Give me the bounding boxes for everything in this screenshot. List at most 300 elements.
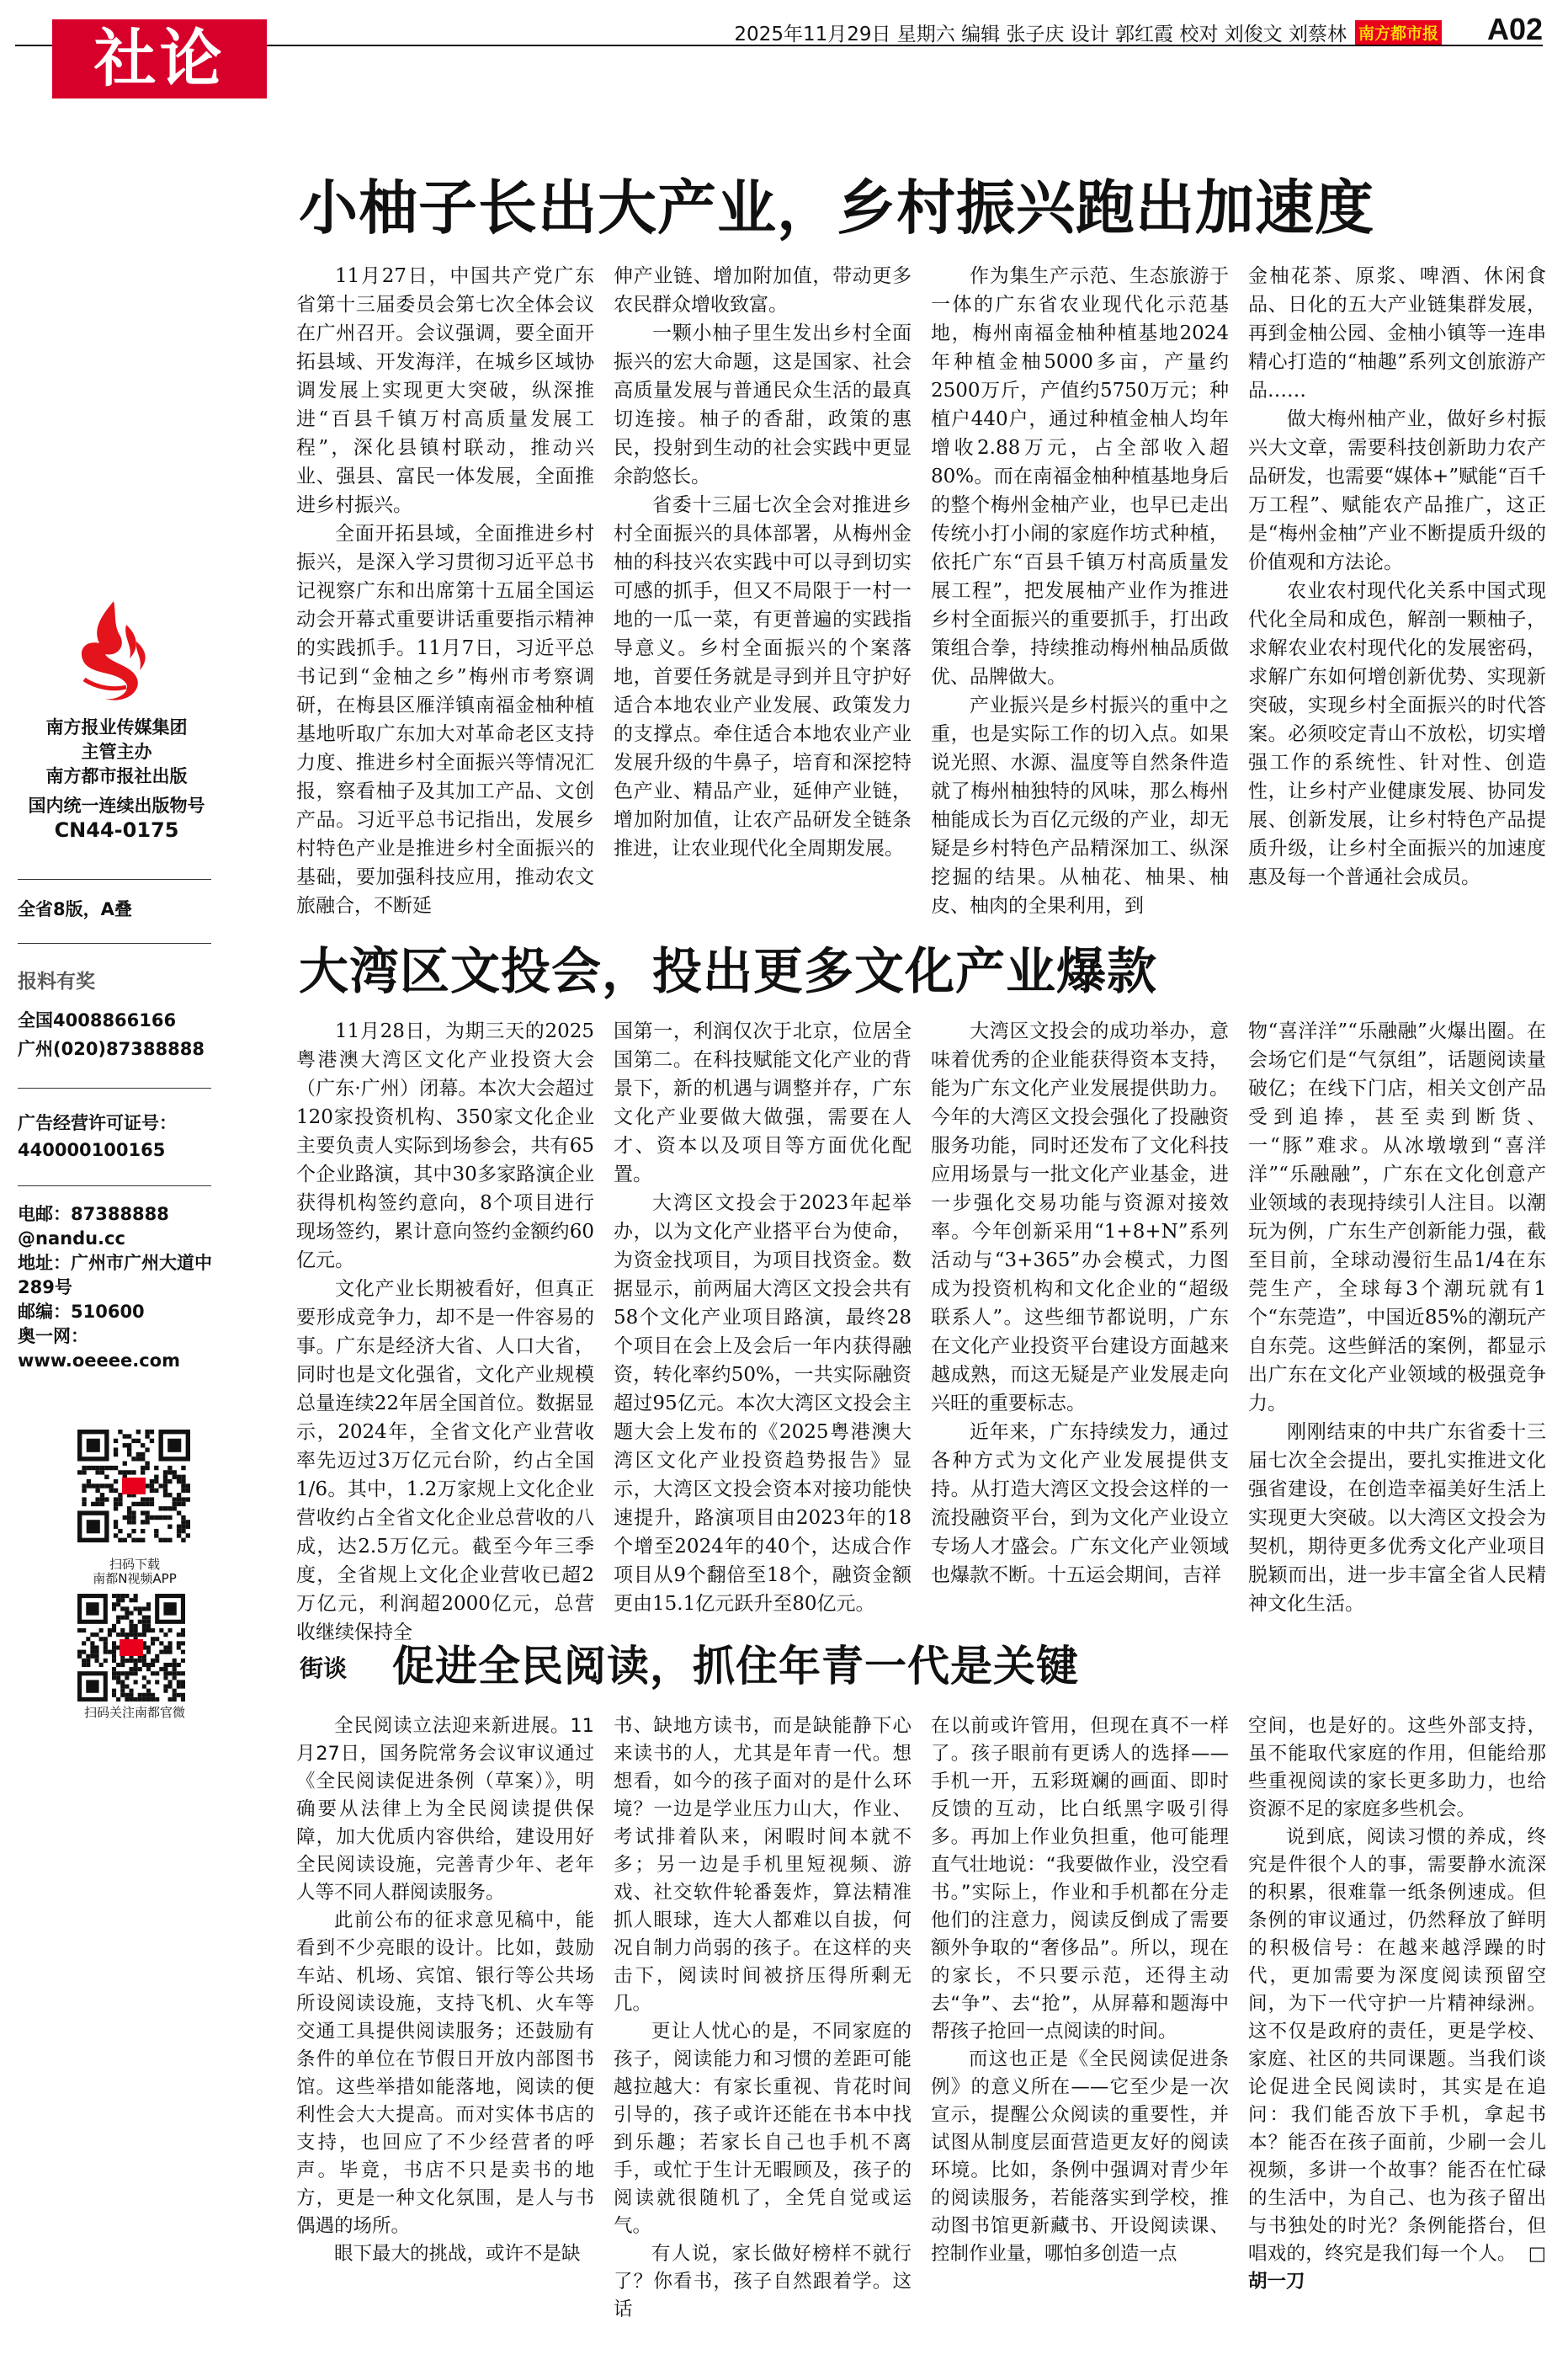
- qr-module: [167, 1506, 172, 1510]
- qr-module: [141, 1497, 145, 1501]
- qr-module: [104, 1641, 108, 1645]
- qr-module: [163, 1538, 167, 1542]
- qr-module: [134, 1624, 138, 1628]
- qr-module: [146, 1697, 151, 1702]
- paragraph: [931, 1712, 1229, 2046]
- qr-module: [181, 1497, 185, 1501]
- qr-module: [120, 1594, 125, 1598]
- qr-module: [177, 1529, 181, 1533]
- text-column: [1248, 262, 1546, 892]
- qr-module: [95, 1502, 99, 1506]
- qr-module: [168, 1645, 173, 1649]
- qr-module: [158, 1506, 162, 1510]
- qr-code-app-icon[interactable]: [77, 1430, 190, 1542]
- qr-module: [116, 1594, 120, 1598]
- qr-module: [145, 1510, 149, 1515]
- qr-module: [125, 1632, 129, 1637]
- qr-module: [114, 1447, 118, 1451]
- qr-module: [129, 1671, 133, 1675]
- sidebar-divider: [18, 879, 211, 880]
- qr-module: [138, 1632, 142, 1637]
- paragraph-text: 作为集生产示范、生态旅游于一体的广东省农业现代化示范基地，梅州南福金柚种植基地2024年种植金柚5000多亩，产量约2500万斤，产值约5750万元；种植户440户，通过种植金柚人均年增收2.88万元，占全部收入超80%。而在南福金柚种植基地身后的整个梅州金柚产业，也早已走出传统小打小闹的家庭作坊式种植，依托广东“百县千镇万村高质量发展工程”，把发展柚产业作为推进乡村全面振兴的重要抓手，打出政策组合拳，持续推动梅州柚品质做优、品牌做大。: [931, 265, 1229, 688]
- qr-module: [145, 1466, 149, 1470]
- qr-module: [177, 1685, 181, 1689]
- paragraph: [931, 262, 1229, 691]
- paragraph: [931, 2046, 1229, 2268]
- publisher-line: 南方报业传媒集团: [45, 717, 188, 738]
- qr-module: [120, 1663, 125, 1667]
- qr-module: [114, 1525, 118, 1529]
- tipoff-phone: 全国4008866166: [18, 1010, 177, 1031]
- qr-module: [90, 1641, 94, 1645]
- qr-module: [108, 1628, 112, 1632]
- qr-module: [163, 1506, 167, 1510]
- paragraph: [1248, 405, 1546, 577]
- sidebar-divider: [18, 943, 211, 944]
- qr-module: [125, 1693, 129, 1697]
- qr-module: [77, 1650, 82, 1654]
- qr-module: [131, 1529, 136, 1533]
- qr-module: [145, 1502, 149, 1506]
- qr-module: [173, 1659, 177, 1663]
- qr-module: [129, 1624, 133, 1628]
- paragraph-text: 文化产业长期被看好，但真正要形成竞争力，却不是一件容易的事。广东是经济大省、人口大省，同时也是文化强省，文化产业规模总量连续22年居全国首位。数据显示，2024年，全省文化产业营收率先迈过3万亿元台阶，约占全国1/6。其中，1.2万家规上文化企业营收约占全省文化企业总营收的八成，达2.5万亿元。截至今年三季度，全省规上文化企业营收已超2万亿元，利润超2000亿元，总营收继续保持全: [296, 1278, 594, 1643]
- qr-module: [104, 1475, 109, 1479]
- qr-module: [150, 1489, 154, 1493]
- paragraph-text: 省委十三届七次全会对推进乡村全面振兴的具体部署，从梅州金柚的科技兴农实践中可以寻到切实可感的抓手，但又不局限于一村一地的一瓜一菜，有更普遍的实践指导意义。乡村全面振兴的个案落地，首要任务就是寻到并且守护好适合本地农业产业发展、政策发力的支撑点。牵住适合本地农业产业发展升级的牛鼻子，培育和深挖特色产业、精品产业，延伸产业链，增加附加值，让农产品研发全链条推进，让农业现代化全周期发展。: [614, 494, 912, 860]
- qr-module: [155, 1659, 159, 1663]
- qr-module: [141, 1510, 145, 1515]
- qr-module: [82, 1659, 86, 1663]
- qr-module: [120, 1689, 125, 1693]
- qr-module: [177, 1493, 181, 1497]
- qr-module: [77, 1470, 82, 1474]
- qr-module: [129, 1697, 133, 1702]
- qr-module: [177, 1663, 181, 1667]
- qr-module: [138, 1620, 142, 1624]
- article-1-headline: 小柚子长出大产业，乡村振兴跑出加速度: [299, 173, 1374, 242]
- qr-module: [127, 1520, 131, 1524]
- qr-module: [181, 1525, 185, 1529]
- qr-module: [186, 1520, 190, 1524]
- qr-module: [86, 1659, 90, 1663]
- qr-module: [146, 1663, 151, 1667]
- tipoff-title: 报料有奖: [18, 971, 95, 993]
- qr-module: [154, 1533, 158, 1537]
- qr-module: [118, 1430, 122, 1434]
- qr-module: [138, 1611, 142, 1615]
- qr-module: [125, 1606, 129, 1611]
- qr-module: [150, 1515, 154, 1520]
- qr-module: [177, 1510, 181, 1515]
- qr-module: [118, 1470, 122, 1474]
- qr-module: [167, 1538, 172, 1542]
- paragraph-text: 国第一，利润仅次于北京，位居全国第二。在科技赋能文化产业的背景下，新的机遇与调整并存，广东文化产业要做大做强，需要在人才、资本以及项目等方面优化配置。: [614, 1020, 912, 1185]
- paragraph-text: 更让人忧心的是，不同家庭的孩子，阅读能力和习惯的差距可能越拉越大：有家长重视、肯花时间引导的，孩子或许还能在书本中找到乐趣；若家长自己也手机不离手，或忙于生计无暇顾及，孩子的阅读就很随机了，全凭自觉或运气。: [614, 2021, 912, 2237]
- qr-module: [181, 1697, 185, 1702]
- qr-module: [181, 1489, 185, 1493]
- paragraph: [614, 2018, 912, 2240]
- qr-module: [127, 1447, 131, 1451]
- qr-module: [154, 1489, 158, 1493]
- qr2-caption: 扫码关注南都官微: [83, 1705, 185, 1720]
- qr-module: [142, 1675, 146, 1680]
- paragraph-text: 此前公布的征求意见稿中，能看到不少亮眼的设计。比如，鼓励车站、机场、宾馆、银行等公共场所设阅读设施，支持飞机、火车等交通工具提供阅读服务；还鼓励有条件的单位在节假日开放内部图书馆。这些举措如能落地，阅读的便利性会大大提高。而对实体书店的支持，也回应了不少经营者的呼声。毕竟，书店不只是卖书的地方，更是一种文化氛围，是人与书偶遇的场所。: [296, 1909, 594, 2237]
- qr-module: [114, 1497, 118, 1501]
- qr-module: [155, 1637, 159, 1641]
- qr-module: [127, 1506, 131, 1510]
- qr-module: [141, 1538, 145, 1542]
- qr-module: [186, 1483, 190, 1488]
- qr-module: [181, 1650, 185, 1654]
- publisher-line: 主管主办: [81, 742, 152, 762]
- qr-module: [138, 1606, 142, 1611]
- qr-module: [134, 1671, 138, 1675]
- qr-module: [127, 1434, 131, 1438]
- qr-module: [131, 1439, 136, 1443]
- qr-module: [90, 1645, 94, 1649]
- publisher-line: CN44-0175: [54, 818, 179, 842]
- qr-module: [99, 1637, 104, 1641]
- author-byline: □胡一刀: [1248, 2243, 1546, 2293]
- paragraph-text: 空间，也是好的。这些外部支持，虽不能取代家庭的作用，但能给那些重视阅读的家长更多助力，也给资源不足的家庭多些机会。: [1248, 1715, 1546, 1820]
- qr-module: [177, 1671, 181, 1675]
- qr-module: [177, 1693, 181, 1697]
- qr-module: [136, 1538, 141, 1542]
- paragraph: [296, 519, 594, 920]
- qr-module: [181, 1515, 185, 1520]
- qr-module: [177, 1502, 181, 1506]
- qr-module: [112, 1667, 116, 1671]
- qr-module: [168, 1641, 173, 1645]
- qr-module: [173, 1689, 177, 1693]
- qr-module: [104, 1645, 108, 1649]
- text-column: [296, 1017, 594, 1647]
- qr-module: [118, 1493, 122, 1497]
- qr-module: [114, 1506, 118, 1510]
- qr-module: [173, 1470, 177, 1474]
- qr-module: [145, 1497, 149, 1501]
- qr-module: [136, 1457, 141, 1461]
- qr-module: [125, 1611, 129, 1615]
- qr-module: [154, 1466, 158, 1470]
- qr-module: [146, 1628, 151, 1632]
- paragraph: [614, 262, 912, 319]
- paragraph-text: 刚刚结束的中共广东省委十三届七次全会提出，要扎实推进文化强省建设，在创造幸福美好生活上实现更大突破。以大湾区文投会为契机，期待更多优秀文化产业项目脱颖而出，进一步丰富全省人民精神文化生活。: [1248, 1421, 1546, 1615]
- qr-module: [145, 1434, 149, 1438]
- qr-module: [141, 1452, 145, 1457]
- qr-module: [125, 1675, 129, 1680]
- paragraph-text: 农业农村现代化关系中国式现代化全局和成色，解剖一颗柚子，求解农业农村现代化的发展密码，求解广东如何增创新优势、实现新突破，实现乡村全面振兴的时代答案。必须咬定青山不放松，切实增强工作的系统性、针对性、创造性，让乡村产业健康发展、协同发展、创新发展，让乡村特色产品提质升级，让乡村全面振兴的加速度惠及每一个普通社会成员。: [1248, 580, 1546, 888]
- qr-module: [186, 1525, 190, 1529]
- text-column: [931, 262, 1229, 920]
- qr-module: [151, 1693, 155, 1697]
- qr-module: [163, 1515, 167, 1520]
- qr-module: [112, 1606, 116, 1611]
- qr-module: [82, 1641, 86, 1645]
- qr1-caption-line: 南都N视频APP: [93, 1571, 177, 1586]
- qr-module: [151, 1697, 155, 1702]
- qr-module: [125, 1685, 129, 1689]
- qr-module: [145, 1483, 149, 1488]
- qr-module: [116, 1598, 120, 1602]
- qr-module: [100, 1483, 104, 1488]
- qr-module: [123, 1538, 127, 1542]
- text-column: [614, 1712, 912, 2324]
- qr-module: [104, 1483, 109, 1488]
- qr-module: [125, 1697, 129, 1702]
- qr-module: [87, 1479, 91, 1483]
- qr-module: [129, 1632, 133, 1637]
- qr-module: [109, 1483, 114, 1488]
- qr-module: [118, 1497, 122, 1501]
- qr-module: [145, 1447, 149, 1451]
- qr-module: [87, 1439, 100, 1452]
- qr-module: [146, 1667, 151, 1671]
- qr-module: [163, 1689, 167, 1693]
- paragraph-text: 书、缺地方读书，而是缺能静下心来读书的人，尤其是年青一代。想想看，如今的孩子面对的是什么环境？一边是学业压力山大，作业、考试排着队来，闲暇时间本就不多；另一边是手机里短视频、游戏、社交软件轮番轰炸，算法精准抓人眼球，连大人都难以自拔，何况自制力尚弱的孩子。在这样的夹击下，阅读时间被挤压得所剩无几。: [614, 1715, 912, 2015]
- paragraph-text: 大湾区文投会于2023年起举办，以为文化产业搭平台为使命，为资金找项目，为项目找资金。数据显示，前两届大湾区文投会共有58个文化产业项目路演，最终28个项目在会上及会后一年内获得融资，转化率约50%，一共实际融资超过95亿元。本次大湾区文投会主题大会上发布的《2025粤港澳大湾区文化产业投资趋势报告》显示，大湾区文投会资本对接功能快速提升，路演项目由2023年的18个增至2024年的40个，达成合作项目从9个翻倍至18个，融资金额更由15.1亿元跃升至80亿元。: [614, 1192, 912, 1615]
- qr-module: [141, 1466, 145, 1470]
- qr-module: [163, 1671, 167, 1675]
- qr-module: [100, 1502, 104, 1506]
- qr-module: [181, 1685, 185, 1689]
- qr-module: [77, 1654, 82, 1659]
- qr-module: [120, 1598, 125, 1602]
- qr-module: [159, 1641, 163, 1645]
- qr-module: [120, 1606, 125, 1611]
- contact-line: @nandu.cc: [18, 1228, 125, 1249]
- qr-module: [181, 1483, 185, 1488]
- qr-module: [136, 1452, 141, 1457]
- qr-module: [87, 1483, 91, 1488]
- qr-module: [134, 1697, 138, 1702]
- qr-module: [142, 1697, 146, 1702]
- column-kicker: 街谈: [300, 1654, 348, 1682]
- qr-module: [116, 1616, 120, 1620]
- qr-module: [181, 1475, 185, 1479]
- qr-module: [145, 1430, 149, 1434]
- qr-module: [114, 1502, 118, 1506]
- website-link[interactable]: www.oeeee.com: [18, 1350, 180, 1371]
- qr-module: [131, 1470, 136, 1474]
- contact-line: 289号: [18, 1277, 72, 1297]
- license-label: 广告经营许可证号：: [18, 1113, 177, 1133]
- qr-module: [163, 1650, 167, 1654]
- qr-module: [141, 1502, 145, 1506]
- paragraph-text: 说到底，阅读习惯的养成，终究是件很个人的事，需要静水流深的积累，很难靠一纸条例速成。但条例的审议通过，仍然释放了鲜明的积极信号：在越来越浮躁的时代，更加需要为深度阅读预留空间，为下一代守护一片精神绿洲。这不仅是政府的责任，更是学校、家庭、社区的共同课题。当我们谈论促进全民阅读时，其实是在追问：我们能否放下手机，拿起书本？能否在孩子面前，少刷一会儿视频，多讲一个故事？能否在忙碌的生活中，为自己、也为孩子留出与书独处的时光？条例能搭台，但唱戏的，终究是我们每一个人。: [1248, 1826, 1546, 2265]
- qr-module: [112, 1594, 116, 1598]
- qr-module: [146, 1606, 151, 1611]
- sidebar-divider: [18, 1185, 211, 1186]
- qr-module: [95, 1489, 99, 1493]
- qr-module: [125, 1671, 129, 1675]
- qr-module: [181, 1466, 185, 1470]
- qr-module: [146, 1616, 151, 1620]
- qr-module: [181, 1502, 185, 1506]
- paragraph-text: 全民阅读立法迎来新进展。11月27日，国务院常务会议审议通过《全民阅读促进条例（草案）》，明确要从法律上为全民阅读提供保障，加大优质内容供给，建设用好全民阅读设施，完善青少年、老年人等不同人群阅读服务。: [296, 1715, 594, 1904]
- qr-module: [129, 1689, 133, 1693]
- paragraph: [296, 262, 594, 519]
- qr-module: [163, 1675, 167, 1680]
- paragraph: [614, 2240, 912, 2324]
- qr-module: [181, 1628, 185, 1632]
- qr-module: [173, 1475, 177, 1479]
- qr-module: [86, 1602, 98, 1615]
- paragraph: [614, 491, 912, 863]
- qr-module: [82, 1502, 86, 1506]
- qr-module: [168, 1650, 173, 1654]
- qr-module: [163, 1489, 167, 1493]
- qr-module: [134, 1598, 138, 1602]
- qr-module: [138, 1697, 142, 1702]
- paragraph-text: 在以前或许管用，但现在真不一样了。孩子眼前有更诱人的选择——手机一开，五彩斑斓的画面、即时反馈的互动，比白纸黑字吸引得多。再加上作业负担重，他可能理直气壮地说：“我要做作业，没空看书。”实际上，作业和手机都在分走他们的注意力，阅读反倒成了需要额外争取的“奢侈品”。所以，现在的家长，不只要示范，还得主动去“争”、去“抢”，从屏幕和题海中帮孩子抢回一点阅读的时间。: [931, 1715, 1229, 2042]
- qr-module: [100, 1493, 104, 1497]
- paragraph-text: 大湾区文投会的成功举办，意味着优秀的企业能获得资本支持，能为广东文化产业发展提供助力。今年的大湾区文投会强化了投融资服务功能，同时还发布了文化科技应用场景与一批文化产业基金，进一步强化交易功能与资源对接效率。今年创新采用“1+8+N”系列活动与“3+365”办会模式，力图成为投资机构和文化企业的“超级联系人”。这些细节都说明，广东在文化产业投资平台建设方面越来越成熟，而这无疑是产业发展走向兴旺的重要标志。: [931, 1020, 1229, 1414]
- paragraph: [931, 1418, 1229, 1590]
- qr-module: [181, 1659, 185, 1663]
- qr-module: [142, 1606, 146, 1611]
- qr-module: [173, 1497, 177, 1501]
- qr-module: [112, 1671, 116, 1675]
- qr-module: [114, 1452, 118, 1457]
- qr-module: [123, 1462, 127, 1466]
- qr-module: [142, 1620, 146, 1624]
- qr-module: [142, 1628, 146, 1632]
- qr-module: [150, 1479, 154, 1483]
- qr-module: [114, 1466, 118, 1470]
- paragraph: [1248, 1017, 1546, 1418]
- paragraph-text: 做大梅州柚产业，做好乡村振兴大文章，需要科技创新助力农产品研发，也需要“媒体+”赋能“百千万工程”、赋能农产品推广，这正是“梅州金柚”产业不断提质升级的价值观和方法论。: [1248, 408, 1546, 573]
- qr-module: [177, 1645, 181, 1649]
- qr-module: [173, 1663, 177, 1667]
- qr-module: [114, 1479, 118, 1483]
- qr-module: [104, 1497, 109, 1501]
- qr-module: [120, 1632, 125, 1637]
- qr-module: [155, 1697, 159, 1702]
- qr-module: [118, 1529, 122, 1533]
- qr-module: [138, 1667, 142, 1671]
- qr-module: [129, 1693, 133, 1697]
- paragraph: [1248, 1824, 1546, 2296]
- qr-module: [120, 1616, 125, 1620]
- paragraph: [1248, 1418, 1546, 1618]
- qr-module: [118, 1538, 122, 1542]
- qr-module: [146, 1689, 151, 1693]
- qr-module: [154, 1475, 158, 1479]
- publisher-info: [18, 716, 215, 843]
- qr-module: [95, 1466, 99, 1470]
- qr-module: [112, 1624, 116, 1628]
- paragraph: [931, 691, 1229, 920]
- paragraph: [296, 1712, 594, 1907]
- qr-module: [127, 1510, 131, 1515]
- qr-module: [94, 1632, 98, 1637]
- qr-module: [163, 1663, 167, 1667]
- qr-module: [91, 1483, 95, 1488]
- qr-module: [122, 1478, 146, 1494]
- qr-module: [127, 1443, 131, 1447]
- qr-module: [159, 1628, 163, 1632]
- qr-module: [95, 1470, 99, 1474]
- paragraph-text: 有人说，家长做好榜样不就行了？你看书，孩子自然跟着学。这话: [614, 2243, 912, 2320]
- qr-module: [114, 1439, 118, 1443]
- qr-module: [167, 1525, 172, 1529]
- qr-module: [141, 1529, 145, 1533]
- qr-module: [181, 1479, 185, 1483]
- qr-module: [82, 1489, 86, 1493]
- paragraph: [296, 1017, 594, 1275]
- qr-module: [112, 1675, 116, 1680]
- qr-module: [177, 1479, 181, 1483]
- qr-module: [181, 1693, 185, 1697]
- qr1-caption-line: 扫码下载: [109, 1557, 160, 1572]
- nanfang-logo-icon: [67, 599, 151, 705]
- publisher-line: 南方都市报社出版: [45, 766, 188, 786]
- qr-module: [131, 1457, 136, 1461]
- qr-module: [99, 1628, 104, 1632]
- qr-module: [177, 1680, 181, 1684]
- qr-module: [150, 1483, 154, 1488]
- qr-module: [82, 1466, 86, 1470]
- qr-module: [167, 1515, 172, 1520]
- qr-module: [168, 1663, 173, 1667]
- section-label: 社论: [52, 19, 267, 99]
- publisher-line: 国内统一连续出版物号: [28, 796, 205, 816]
- paragraph-text: 金柚花茶、原浆、啤酒、休闲食品、日化的五大产业链集群发展，再到金柚公园、金柚小镇等一连串精心打造的“柚趣”系列文创旅游产品……: [1248, 265, 1546, 402]
- qr-module: [167, 1470, 172, 1474]
- date-and-editors: 2025年11月29日 星期六 编辑 张子庆 设计 郭红霞 校对 刘俊文 刘蔡林: [734, 24, 1347, 45]
- qr-module: [146, 1620, 151, 1624]
- qr-module: [173, 1671, 177, 1675]
- qr-module: [114, 1520, 118, 1524]
- qr-module: [120, 1685, 125, 1689]
- qr-module: [112, 1650, 116, 1654]
- qr-module: [127, 1470, 131, 1474]
- qr-module: [142, 1632, 146, 1637]
- qr-module: [150, 1497, 154, 1501]
- qr-module: [87, 1520, 100, 1533]
- qr-module: [177, 1533, 181, 1537]
- paragraph: [296, 1907, 594, 2240]
- qr-module: [131, 1515, 136, 1520]
- qr-module: [112, 1641, 116, 1645]
- qr-module: [104, 1650, 108, 1654]
- qr-module: [155, 1671, 159, 1675]
- qr-module: [138, 1693, 142, 1697]
- contact-info: [18, 1202, 215, 1373]
- qr-module: [163, 1685, 167, 1689]
- qr-module: [150, 1502, 154, 1506]
- paragraph-text: 近年来，广东持续发力，通过各种方式为文化产业发展提供支持。从打造大湾区文投会这样的一流投融资平台，到为文化产业设立专场人才盛会。广东文化产业领域也爆款不断。十五运会期间，吉祥: [931, 1421, 1229, 1586]
- qr-module: [120, 1680, 125, 1684]
- qr-module: [131, 1502, 136, 1506]
- qr-module: [163, 1479, 167, 1483]
- qr-module: [146, 1650, 151, 1654]
- qr-module: [127, 1452, 131, 1457]
- qr-module: [151, 1671, 155, 1675]
- qr-code-weibo-icon[interactable]: [77, 1594, 185, 1702]
- text-column: [614, 1017, 912, 1618]
- page-number: A02: [1486, 12, 1543, 46]
- qr-module: [163, 1645, 167, 1649]
- qr-module: [146, 1680, 151, 1684]
- contact-line: 奥一网：: [18, 1326, 88, 1346]
- qr-module: [151, 1637, 155, 1641]
- paragraph-text: 产业振兴是乡村振兴的重中之重，也是实际工作的切入点。如果说光照、水源、温度等自然条件造就了梅州柚独特的风味，那么梅州柚能成长为百亿元级的产业，却无疑是乡村特色产品精深加工、纵深挖掘的结果。从柚花、柚果、柚皮、柚肉的全果利用，到: [931, 695, 1229, 917]
- qr-module: [181, 1538, 185, 1542]
- qr-module: [108, 1650, 112, 1654]
